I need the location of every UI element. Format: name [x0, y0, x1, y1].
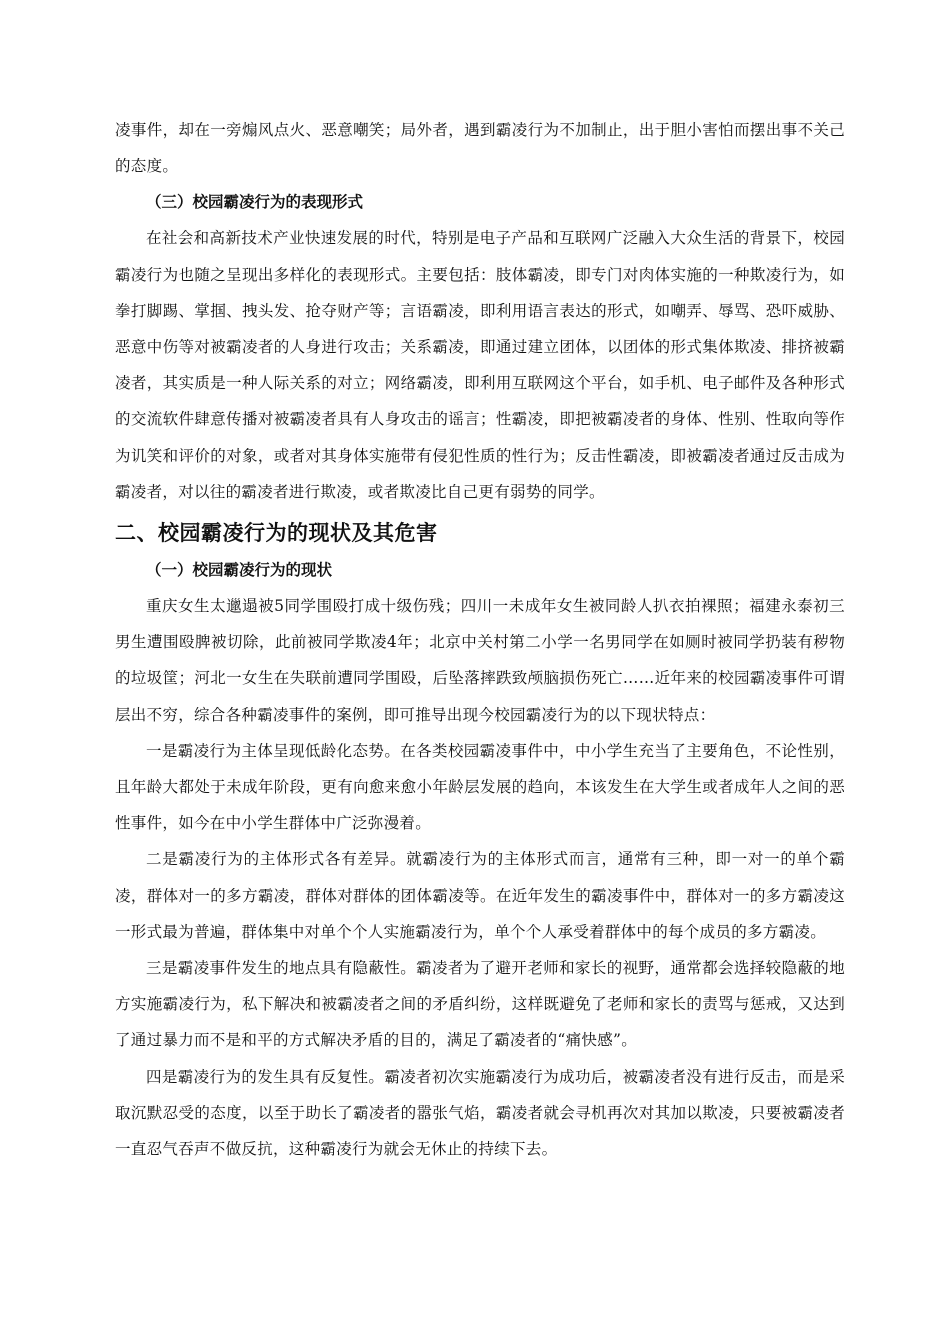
paragraph-point-2: 二是霸凌行为的主体形式各有差异。就霸凌行为的主体形式而言，通常有三种，即一对一的单个霸凌，群体对一的多方霸凌，群体对群体的团体霸凌等。在近年发生的霸凌事件中，群体对一的多方霸凌这一形式最为普遍，群体集中对单个个人实施霸凌行为，单个个人承受着群体中的每个成员的多方霸凌。	[115, 850, 845, 941]
paragraph-point-4: 四是霸凌行为的发生具有反复性。霸凌者初次实施霸凌行为成功后，被霸凌者没有进行反击，而是采取沉默忍受的态度，以至于助长了霸凌者的嚣张气焰，霸凌者就会寻机再次对其加以欺凌，只要被霸凌者一直忍气吞声不做反抗，这种霸凌行为就会无休止的持续下去。	[115, 1067, 845, 1159]
document-body	[115, 112, 845, 1167]
paragraph-forms: 在社会和高新技术产业快速发展的时代，特别是电子产品和互联网广泛融入大众生活的背景下，校园霸凌行为也随之呈现出多样化的表现形式。主要包括：肢体霸凌，即专门对肉体实施的一种欺凌行为，如拳打脚踢、掌掴、拽头发、抢夺财产等；言语霸凌，即利用语言表达的形式，如嘲弄、辱骂、恐吓威胁、恶意中伤等对被霸凌者的人身进行攻击；关系霸凌，即通过建立团体，以团体的形式集体欺凌、排挤被霸凌者，其实质是一种人际关系的对立；网络霸凌，即利用互联网这个平台，如手机、电子邮件及各种形式的交流软件肆意传播对被霸凌者具有人身攻击的谣言；性霸凌，即把被霸凌者的身体、性别、性取向等作为讥笑和评价的对象，或者对其身体实施带有侵犯性质的性行为；反击性霸凌，即被霸凌者通过反击成为霸凌者，对以往的霸凌者进行欺凌，或者欺凌比自己更有弱势的同学。	[115, 229, 845, 501]
section-heading: 二、校园霸凌行为的现状及其危害	[115, 521, 438, 546]
paragraph-point-1: 一是霸凌行为主体呈现低龄化态势。在各类校园霸凌事件中，中小学生充当了主要角色，不论性别，且年龄大都处于未成年阶段，更有向愈来愈小年龄层发展的趋向，本该发生在大学生或者成年人之间的恶性事件，如今在中小学生群体中广泛弥漫着。	[115, 741, 845, 833]
subheading-forms: （三）校园霸凌行为的表现形式	[146, 193, 364, 212]
paragraph-continued: 凌事件，却在一旁煽风点火、恶意嘲笑；局外者，遇到霸凌行为不加制止，出于胆小害怕而摆出事不关己的态度。	[115, 121, 845, 176]
paragraph-cases: 重庆女生太邋遢被5同学围殴打成十级伤残；四川一未成年女生被同龄人扒衣拍裸照；福建永泰初三男生遭围殴脾被切除，此前被同学欺凌4年；北京中关村第二小学一名男同学在如厕时被同学扔装有秽物的垃圾筐；河北一女生在失联前遭同学围殴，后坠落摔跌致颅脑损伤死亡……近年来的校园霸凌事件可谓层出不穷，综合各种霸凌事件的案例，即可推导出现今校园霸凌行为的以下现状特点：	[115, 597, 845, 724]
paragraph-point-3: 三是霸凌事件发生的地点具有隐蔽性。霸凌者为了避开老师和家长的视野，通常都会选择较隐蔽的地方实施霸凌行为，私下解决和被霸凌者之间的矛盾纠纷，这样既避免了老师和家长的责骂与惩戒，又达到了通过暴力而不是和平的方式解决矛盾的目的，满足了霸凌者的“痛快感”。	[115, 959, 845, 1050]
subheading-status: （一）校园霸凌行为的现状	[146, 561, 333, 580]
